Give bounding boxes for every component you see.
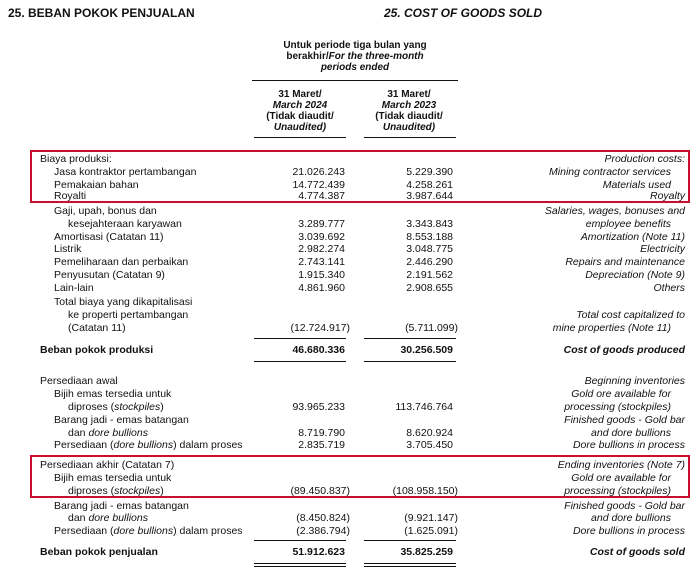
row-capitalized-label-2: ke properti pertambangan — [68, 309, 189, 321]
column-header-2024: 31 Maret/ March 2024 (Tidak diaudit/ Unaudited) — [266, 89, 334, 133]
row-cogp-en: Cost of goods produced — [563, 344, 685, 356]
row-bi-gold-ore-label-1: Bijih emas tersedia untuk — [54, 388, 172, 400]
row-capitalized-2023: (5.711.099) — [405, 322, 458, 334]
row-capitalized-2024: (12.724.917) — [290, 322, 350, 334]
row-bi-finished-label-1: Barang jadi - emas batangan — [54, 414, 189, 426]
total-line-2023 — [364, 540, 456, 541]
row-production-costs-en: Production costs: — [604, 153, 685, 165]
row-ei-dore-2023: (1.625.091) — [404, 525, 458, 537]
row-repairs-label: Pemeliharaan dan perbaikan — [54, 256, 189, 268]
row-bi-gold-ore-label-2: diproses (stockpiles) — [68, 401, 164, 413]
row-bi-finished-en-2: and dore bullions — [591, 427, 671, 439]
row-salaries-label-2: kesejahteraan karyawan — [68, 218, 182, 230]
row-ending-inv-label: Persediaan akhir (Catatan 7) — [40, 459, 175, 471]
row-materials-used-en: Materials used — [602, 179, 671, 191]
period-header: Untuk periode tiga bulan yang berakhir/For the three-month periods ended — [283, 40, 427, 73]
row-repairs-en: Repairs and maintenance — [565, 256, 685, 268]
row-bi-finished-label-2: dan dore bullions — [68, 427, 148, 439]
row-capitalized-label-1: Total biaya yang dikapitalisasi — [54, 296, 193, 308]
row-capitalized-en-1: Total cost capitalized to — [576, 309, 685, 321]
row-amortization-2024: 3.039.692 — [298, 231, 345, 243]
row-depreciation-en: Depreciation (Note 9) — [585, 269, 685, 281]
row-bi-gold-ore-en-1: Gold ore available for — [571, 388, 671, 400]
subtotal-line-2023 — [364, 338, 456, 339]
row-bi-finished-en-1: Finished goods - Gold bar — [564, 414, 685, 426]
row-ei-gold-ore-en-2: processing (stockpiles) — [564, 485, 671, 497]
row-electricity-en: Electricity — [640, 243, 685, 255]
total-line-2024 — [254, 540, 346, 541]
row-beginning-inv-en: Beginning inventories — [584, 375, 685, 387]
row-others-label: Lain-lain — [54, 282, 94, 294]
row-cogp-2023: 30.256.509 — [400, 344, 453, 356]
row-ei-gold-ore-en-1: Gold ore available for — [571, 472, 671, 484]
row-capitalized-label-3: (Catatan 11) — [68, 322, 126, 334]
column-underline-2024 — [254, 137, 346, 138]
row-electricity-2024: 2.982.274 — [298, 243, 345, 255]
row-salaries-en-2: employee benefits — [585, 218, 671, 230]
column-underline-2023 — [364, 137, 456, 138]
row-salaries-2023: 3.343.843 — [406, 218, 453, 230]
row-salaries-2024: 3.289.777 — [298, 218, 345, 230]
row-cogs-label: Beban pokok penjualan — [40, 546, 158, 558]
row-bi-dore-en: Dore bullions in process — [572, 439, 685, 451]
row-electricity-2023: 3.048.775 — [406, 243, 453, 255]
row-cogs-2023: 35.825.259 — [400, 546, 453, 558]
row-depreciation-2024: 1.915.340 — [298, 269, 345, 281]
cogs-double-underline-2023-b — [364, 566, 456, 567]
row-ei-finished-2024: (8.450.824) — [296, 512, 350, 524]
row-royalty-en: Royalty — [649, 190, 685, 202]
cogp-underline-2023 — [364, 361, 456, 362]
row-ei-finished-label-2: dan dore bullions — [68, 512, 148, 524]
row-bi-finished-2024: 8.719.790 — [298, 427, 345, 439]
row-bi-dore-2023: 3.705.450 — [406, 439, 453, 451]
subtotal-line-2024 — [254, 338, 346, 339]
cogs-double-underline-2023-a — [364, 563, 456, 564]
row-ei-finished-en-1: Finished goods - Gold bar — [564, 500, 685, 512]
row-ei-dore-2024: (2.386.794) — [296, 525, 350, 537]
row-royalty-2023: 3.987.644 — [406, 190, 453, 202]
row-cogp-label: Beban pokok produksi — [40, 344, 154, 356]
cogs-double-underline-2024-a — [254, 563, 346, 564]
row-bi-dore-label: Persediaan (dore bullions) dalam proses — [54, 439, 243, 451]
row-ei-gold-ore-label-2: diproses (stockpiles) — [68, 485, 164, 497]
cogp-underline-2024 — [254, 361, 346, 362]
row-ei-gold-ore-2024: (89.450.837) — [290, 485, 350, 497]
column-header-2023: 31 Maret/ March 2023 (Tidak diaudit/ Unaudited) — [375, 89, 443, 133]
row-ei-dore-label: Persediaan (dore bullions) dalam proses — [54, 525, 243, 537]
row-ei-gold-ore-label-1: Bijih emas tersedia untuk — [54, 472, 172, 484]
row-royalty-label: Royalti — [54, 190, 87, 202]
row-mining-contractor-2023: 5.229.390 — [406, 166, 453, 178]
row-ei-gold-ore-2023: (108.958.150) — [392, 485, 458, 497]
row-ei-dore-en: Dore bullions in process — [572, 525, 685, 537]
cogs-double-underline-2024-b — [254, 566, 346, 567]
row-repairs-2024: 2.743.141 — [298, 256, 345, 268]
row-bi-gold-ore-2023: 113.746.764 — [395, 401, 453, 413]
row-depreciation-label: Penyusutan (Catatan 9) — [54, 269, 165, 281]
row-materials-used-2024: 14.772.439 — [292, 179, 345, 191]
row-amortization-label: Amortisasi (Catatan 11) — [54, 231, 164, 243]
section-title-en: 25. COST OF GOODS SOLD — [384, 6, 543, 20]
row-ei-finished-label-1: Barang jadi - emas batangan — [54, 500, 189, 512]
row-others-2023: 2.908.655 — [406, 282, 453, 294]
period-underline — [252, 80, 458, 81]
row-beginning-inv-label: Persediaan awal — [40, 375, 118, 387]
row-depreciation-2023: 2.191.562 — [406, 269, 453, 281]
row-salaries-label-1: Gaji, upah, bonus dan — [54, 205, 157, 217]
row-bi-gold-ore-en-2: processing (stockpiles) — [564, 401, 671, 413]
row-production-costs-label: Biaya produksi: — [40, 153, 112, 165]
row-cogp-2024: 46.680.336 — [292, 344, 345, 356]
row-cogs-2024: 51.912.623 — [292, 546, 345, 558]
row-amortization-2023: 8.553.188 — [406, 231, 453, 243]
section-title: 25. BEBAN POKOK PENJUALAN — [8, 6, 195, 20]
row-royalty-2024: 4.774.387 — [298, 190, 345, 202]
row-others-2024: 4.861.960 — [298, 282, 345, 294]
row-cogs-en: Cost of goods sold — [589, 546, 685, 558]
row-mining-contractor-2024: 21.026.243 — [292, 166, 345, 178]
row-others-en: Others — [653, 282, 685, 294]
row-bi-finished-2023: 8.620.924 — [406, 427, 453, 439]
row-materials-used-2023: 4.258.261 — [406, 179, 453, 191]
row-mining-contractor-label: Jasa kontraktor pertambangan — [54, 166, 197, 178]
row-bi-gold-ore-2024: 93.965.233 — [292, 401, 345, 413]
row-ending-inv-en: Ending inventories (Note 7) — [557, 459, 685, 471]
row-amortization-en: Amortization (Note 11) — [580, 231, 685, 243]
row-salaries-en-1: Salaries, wages, bonuses and — [544, 205, 685, 217]
row-ei-finished-2023: (9.921.147) — [404, 512, 458, 524]
row-materials-used-label: Pemakaian bahan — [54, 179, 139, 191]
row-ei-finished-en-2: and dore bullions — [591, 512, 671, 524]
row-capitalized-en-2: mine properties (Note 11) — [552, 322, 671, 334]
row-repairs-2023: 2.446.290 — [406, 256, 453, 268]
row-mining-contractor-en: Mining contractor services — [549, 166, 671, 178]
row-electricity-label: Listrik — [54, 243, 82, 255]
row-bi-dore-2024: 2.835.719 — [298, 439, 345, 451]
